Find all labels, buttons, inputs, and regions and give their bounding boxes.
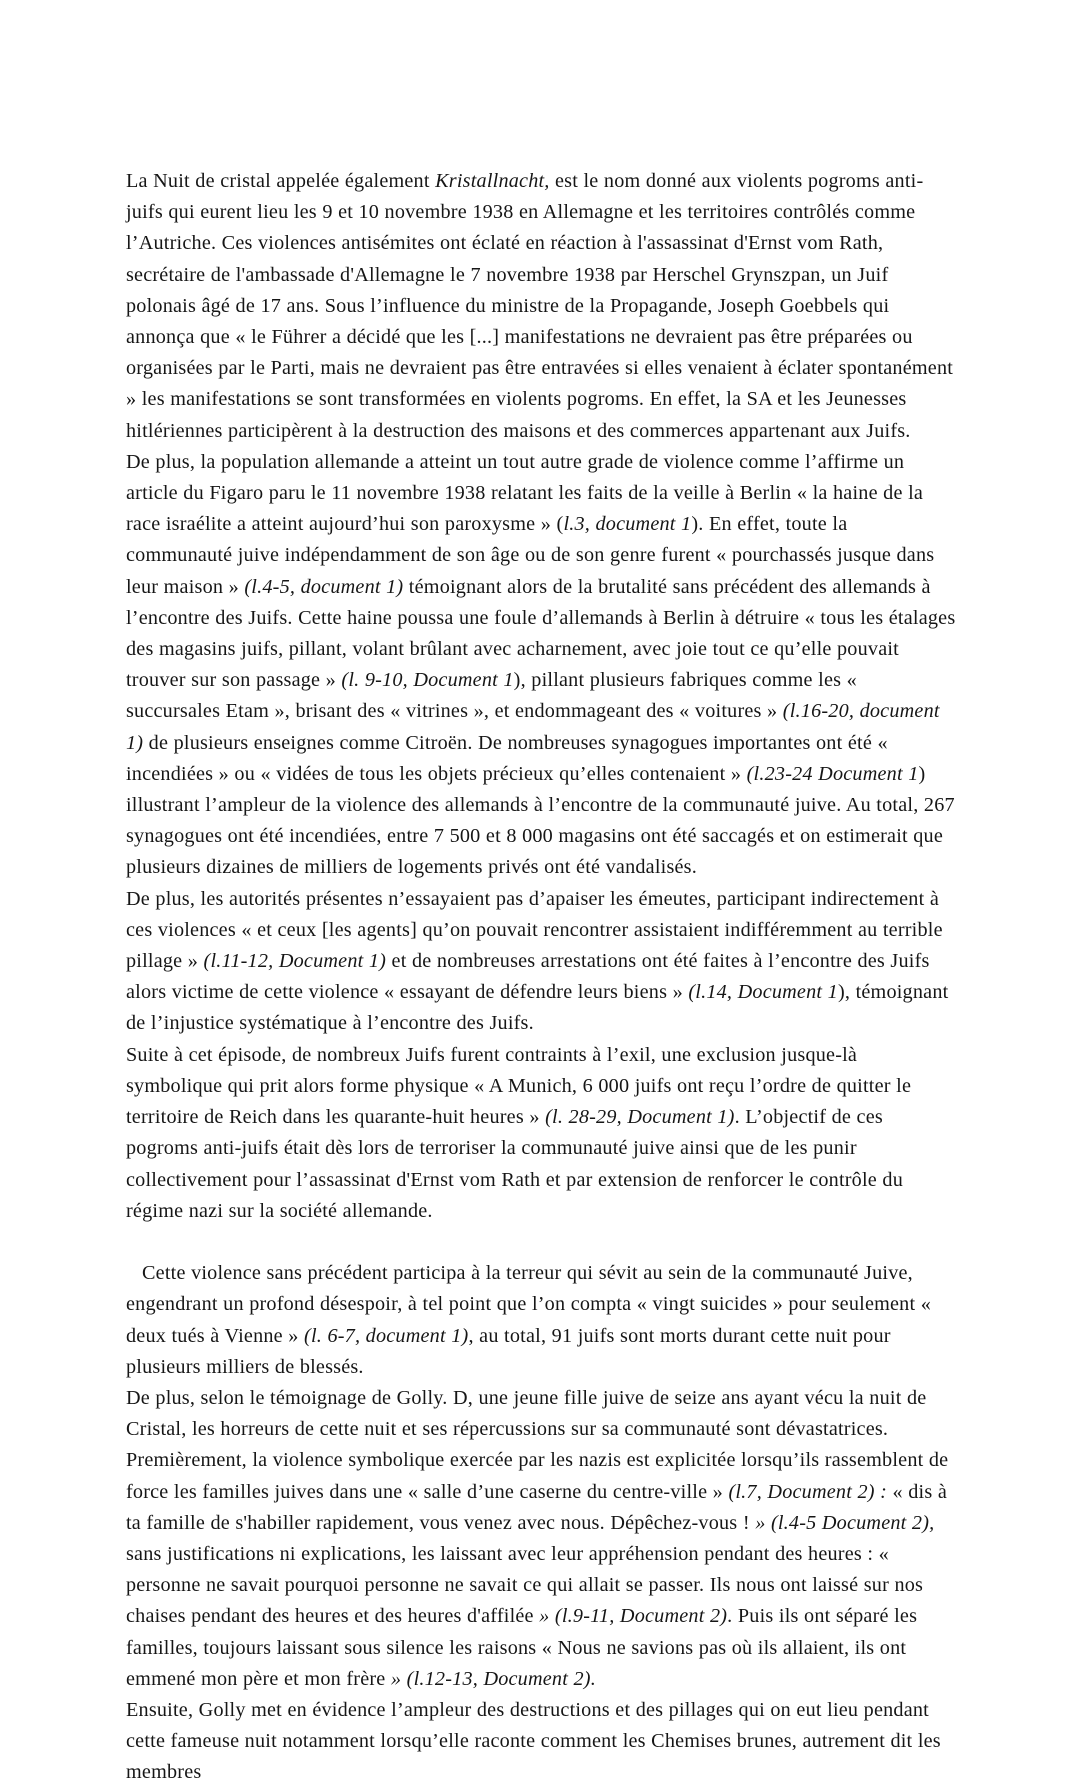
citation-text: l.3, document 1 [563,513,692,536]
citation-text: (l. 6-7, document 1) [304,1324,469,1347]
citation-text: » (l.4-5 Document 2), [755,1511,935,1534]
body-text: Suite à cet épisode, de nombreux Juifs furent contraints à l’exil, une exclusion jusque-là symbolique qui prit alors forme physique « A Munich, 6 000 juifs ont reçu l’ordre de quitter le territoire de Reich dans les quarante-huit heures » [126,1043,912,1129]
body-text: De plus, la population allemande a atteint un tout autre grade de violence comme l’affirme un article du Figaro paru le 11 novembre 1938 relatant les faits de la veille à Berlin « la haine de la race israélite a atteint aujourd’hui son paroxysme » ( [126,450,924,536]
body-text: sans justifications ni explications, les laissant avec leur appréhension pendant des heures : « personne ne savait pourquoi personne ne savait ce qui allait se passer. Ils nous ont laissé sur nos chaises pendant des heures et des heures d'affilée [126,1542,924,1628]
paragraph [126,1695,956,1789]
paragraph [126,166,956,447]
body-text: ) illustrant l’ampleur de la violence des allemands à l’encontre de la communauté juive. Au total, 267 synagogues ont été incendiées, entre 7 500 et 8 000 magasins ont été saccagés et on estimerait que plusieurs dizaines de milliers de logements privés ont été vandalisés. [126,762,955,879]
paragraph-spacer [126,1227,956,1258]
citation-text: » (l.9-11, Document 2) [539,1605,728,1628]
citation-text: (l. 28-29, Document 1) [545,1106,735,1129]
citation-text: (l.16-20, document 1) [126,700,940,754]
paragraph [126,884,956,1040]
citation-text: (l.14, Document 1 [688,981,838,1004]
document-body [126,166,956,1789]
body-text: , au total, 91 juifs sont morts durant cette nuit pour plusieurs milliers de blessés. [126,1324,891,1378]
body-text: De plus, les autorités présentes n’essayaient pas d’apaiser les émeutes, participant indirectement à ces violences « et ceux [les agents] qu’on pouvait rencontrer assistaient indifféremment au terrible pillage » [126,887,943,973]
body-text: témoignant alors de la brutalité sans précédent des allemands à l’encontre des Juifs. Cette haine poussa une foule d’allemands à Berlin à détruire « tous les étalages des magasins juifs, pillant, volant brûlant avec acharnement, avec joie tout ce qu’elle pouvait trouver sur son passage » [126,575,956,692]
body-text: ). En effet, toute la communauté juive indépendamment de son âge ou de son genre furent « pourchassés jusque dans leur maison » [126,513,935,598]
body-text: ), pillant plusieurs fabriques comme les « succursales Etam », brisant des « vitrines », et endommageant des « voitures » [126,669,857,723]
body-text: « dis à ta famille de s'habiller rapidement, vous venez avec nous. Dépêchez-vous ! [126,1480,948,1534]
body-text: . Puis ils ont séparé les familles, toujours laissant sous silence les raisons « Nous ne savions pas où ils allaient, ils ont emmené mon père et mon frère [126,1605,918,1690]
body-text: ), témoignant de l’injustice systématique à l’encontre des Juifs. [126,981,949,1035]
body-text: et de nombreuses arrestations ont été faites à l’encontre des Juifs alors victime de cette violence « essayant de défendre leurs biens » [126,950,930,1004]
body-text: . L’objectif de ces pogroms anti-juifs était dès lors de terroriser la communauté juive ainsi que de les punir collectivement pour l’assassinat d'Ernst vom Rath et par extension de renforcer le contrôle du régime nazi sur la société allemande. [126,1106,903,1222]
paragraph [126,447,956,884]
citation-text: (l.11-12, Document 1) [203,950,387,973]
citation-text: » (l.12-13, Document 2). [390,1667,596,1690]
citation-text: (l. 9-10, Document 1 [341,669,514,692]
citation-text: Kristallnacht, [435,170,550,192]
body-text: Cette violence sans précédent participa à la terreur qui sévit au sein de la communauté Juive, engendrant un profond désespoir, à tel point que l’on compta « vingt suicides » pour seulement « deux tués à Vienne » [126,1262,932,1347]
body-text: de plusieurs enseignes comme Citroën. De nombreuses synagogues importantes ont été « incendiées » ou « vidées de tous les objets précieux qu’elles contenaient » [126,731,888,785]
paragraph [126,1040,956,1227]
paragraph [126,1258,956,1383]
body-text: La Nuit de cristal appelée également [126,170,436,192]
body-text: Ensuite, Golly met en évidence l’ampleur des destructions et des pillages qui on eut lieu pendant cette fameuse nuit notamment lorsqu’elle raconte comment les Chemises brunes, autrement dit les membres [126,1698,941,1784]
body-text: De plus, selon le témoignage de Golly. D, une jeune fille juive de seize ans ayant vécu la nuit de Cristal, les horreurs de cette nuit et ses répercussions sur sa communauté sont dévastatrices. Premièrement, la violence symbolique exercée par les nazis est explicitée lorsqu’ils rassemblent de force les familles juives dans une « salle d’une caserne du centre-ville » [126,1386,949,1503]
body-text: est le nom donné aux violents pogroms anti-juifs qui eurent lieu les 9 et 10 novembre 1938 en Allemagne et les territoires contrôlés comme l’Autriche. Ces violences antisémites ont éclaté en réaction à l'assassinat d'Ernst vom Rath, secrétaire de l'ambassade d'Allemagne le 7 novembre 1938 par Herschel Grynszpan, un Juif polonais âgé de 17 ans. Sous l’influence du ministre de la Propagande, Joseph Goebbels qui annonça que « le Führer a décidé que les [...] manifestations ne devraient pas être préparées ou organisées par le Parti, mais ne devraient pas être entravées si elles venaient à éclater spontanément » les manifestations se sont transformées en violents pogroms. En effet, la SA et les Jeunesses hitlériennes participèrent à la destruction des maisons et des commerces appartenant aux Juifs. [126,170,954,442]
citation-text: (l.4-5, document 1) [244,575,404,598]
paragraph [126,1383,956,1695]
citation-text: (l.7, Document 2) : [728,1480,888,1503]
citation-text: (l.23-24 Document 1 [746,762,919,785]
